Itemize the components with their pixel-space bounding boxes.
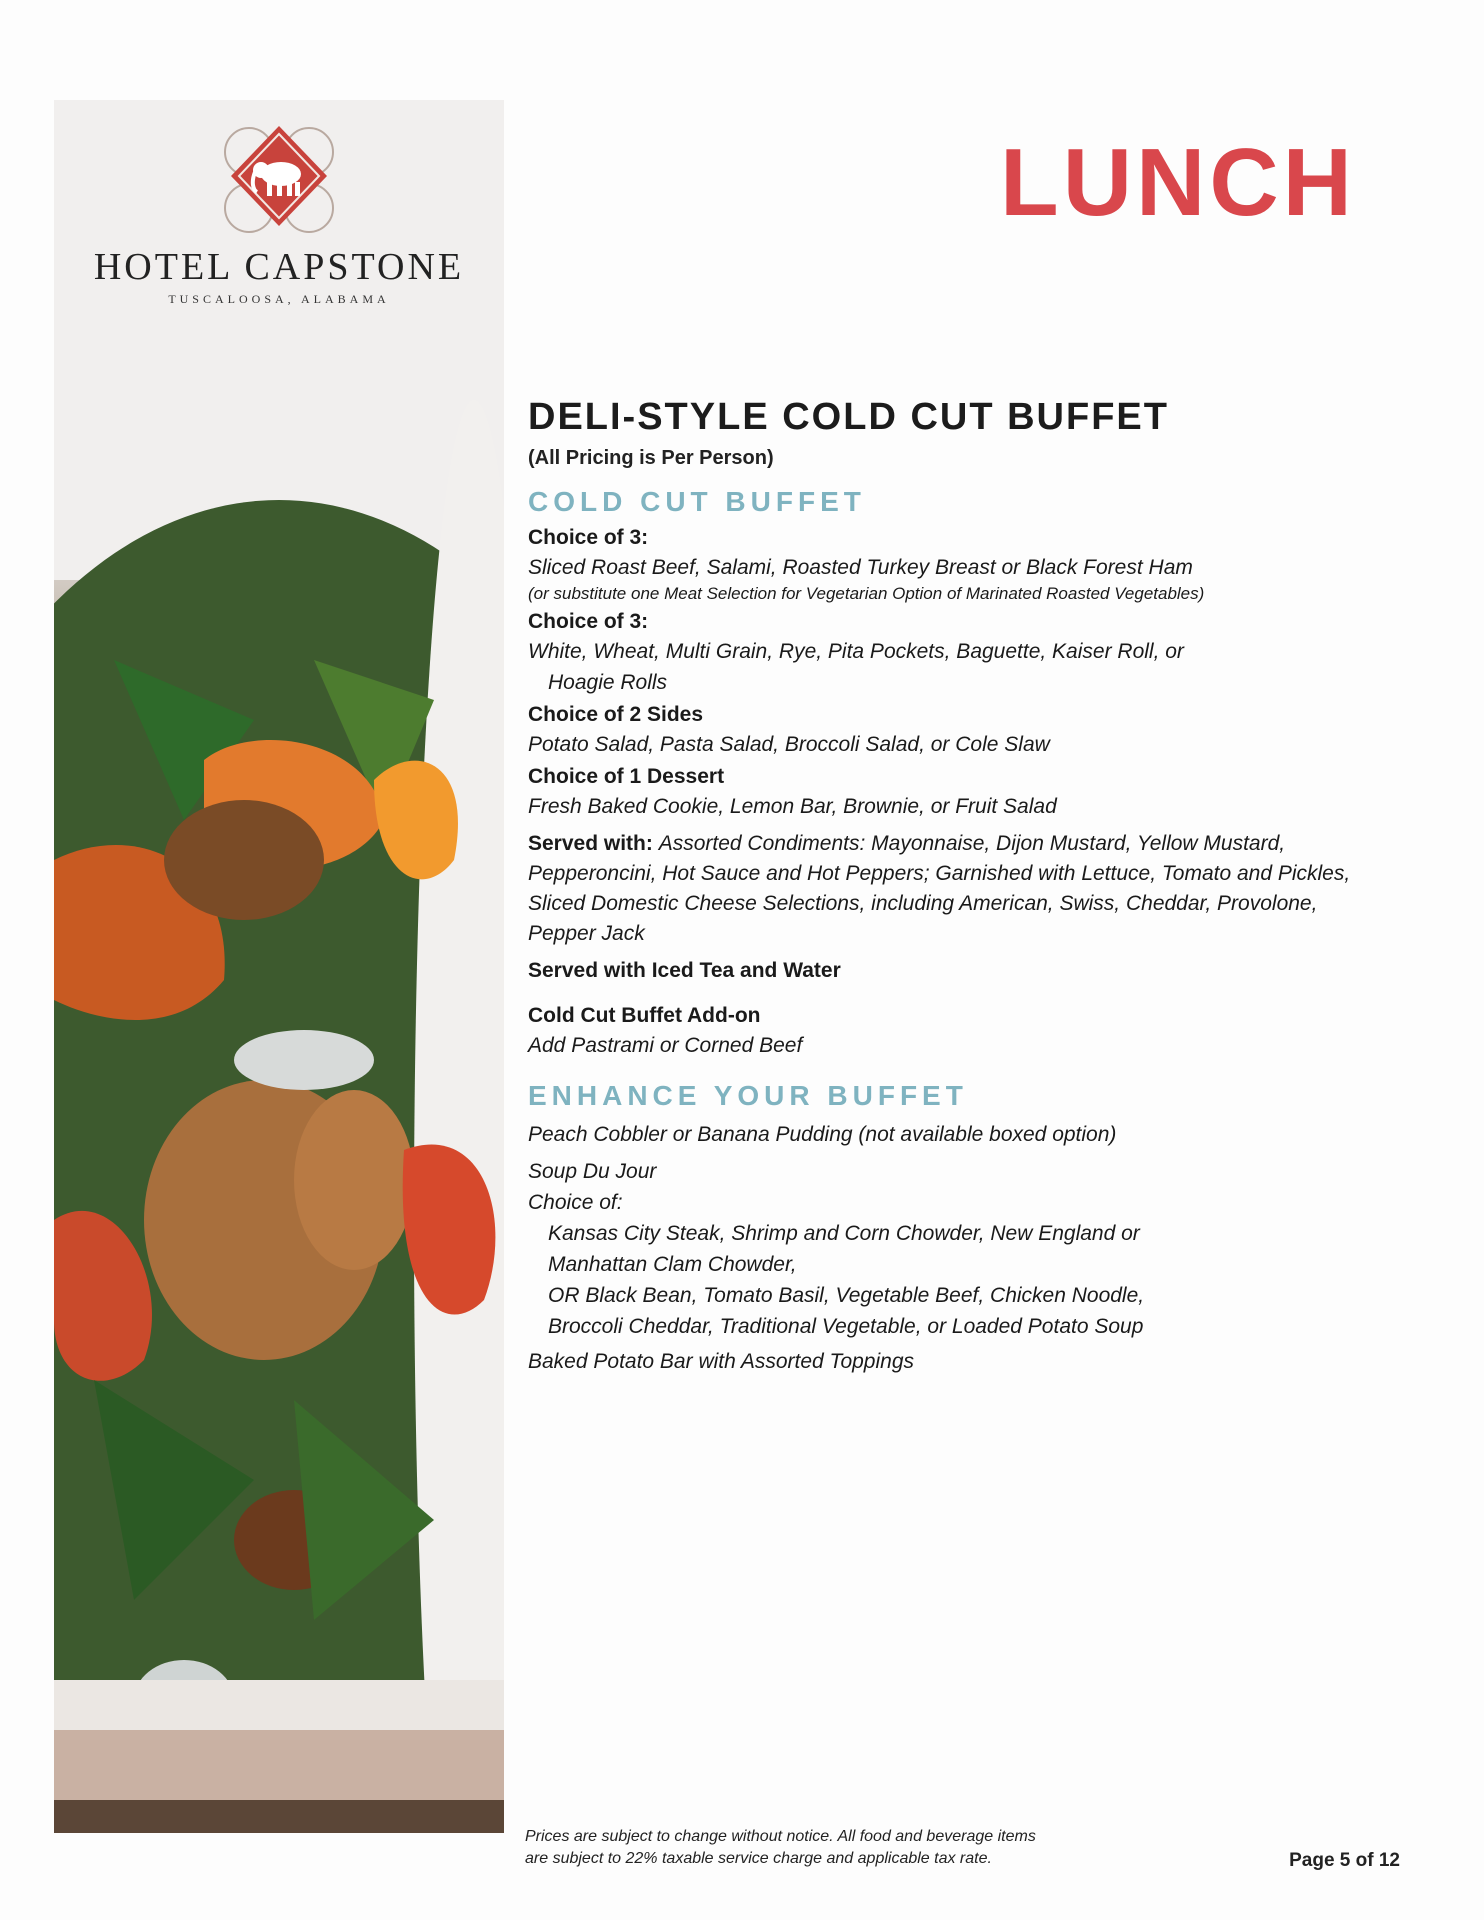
bread-choice-label: Choice of 3:: [528, 610, 649, 633]
beverage-label: Served with Iced Tea and Water: [528, 959, 841, 982]
addon-items: Add Pastrami or Corned Beef: [528, 1034, 803, 1057]
enhance-item-dessert: Peach Cobbler or Banana Pudding (not available boxed option): [528, 1123, 1117, 1146]
hotel-name: HOTEL CAPSTONE: [93, 246, 465, 288]
soup-line-3: OR Black Bean, Tomato Basil, Vegetable Beef, Chicken Noodle,: [548, 1284, 1145, 1307]
enhance-heading: ENHANCE YOUR BUFFET: [528, 1080, 968, 1111]
enhance-item-potato-bar: Baked Potato Bar with Assorted Toppings: [528, 1350, 915, 1373]
meat-choice-note: (or substitute one Meat Selection for Vegetarian Option of Marinated Roasted Vegetables): [528, 584, 1205, 603]
disclaimer-line-2: are subject to 22% taxable service charge and applicable tax rate.: [525, 1850, 992, 1867]
pricing-note: (All Pricing is Per Person): [528, 447, 774, 469]
bread-choice-items-line1: White, Wheat, Multi Grain, Rye, Pita Pockets, Baguette, Kaiser Roll, or: [528, 640, 1184, 663]
sides-choice-items: Potato Salad, Pasta Salad, Broccoli Salad, or Cole Slaw: [528, 733, 1050, 756]
meat-choice-items: Sliced Roast Beef, Salami, Roasted Turkey Breast or Black Forest Ham: [528, 556, 1193, 579]
meat-choice-label: Choice of 3:: [528, 526, 649, 549]
menu-heading: DELI-STYLE COLD CUT BUFFET: [528, 396, 1169, 438]
enhance-item-choice: Choice of:: [528, 1191, 623, 1214]
disclaimer-line-1: Prices are subject to change without notice. All food and beverage items: [525, 1828, 1036, 1845]
page-number: Page 5 of 12: [1289, 1850, 1400, 1871]
served-with-label: Served with:: [528, 832, 653, 855]
soup-line-1: Kansas City Steak, Shrimp and Corn Chowder, New England or: [548, 1222, 1140, 1245]
page-title: LUNCH: [1000, 129, 1356, 236]
dessert-choice-label: Choice of 1 Dessert: [528, 765, 725, 788]
served-with-text: Assorted Condiments: Mayonnaise, Dijon Mustard, Yellow Mustard, Pepperoncini, Hot Sauce and Hot Peppers; Garnished with Lettuce, Tomato and Pickles, Sliced Domestic Cheese Selections, including American, Swiss, Cheddar, Provolone, Pepper Jack: [528, 832, 1351, 945]
cold-cut-heading: COLD CUT BUFFET: [528, 486, 866, 517]
salad-photo-panel: [54, 100, 504, 1833]
enhance-item-soup: Soup Du Jour: [528, 1160, 657, 1183]
dessert-choice-items: Fresh Baked Cookie, Lemon Bar, Brownie, or Fruit Salad: [528, 795, 1057, 818]
addon-label: Cold Cut Buffet Add-on: [528, 1004, 761, 1027]
menu-content: [528, 396, 1368, 1378]
soup-line-2: Manhattan Clam Chowder,: [548, 1253, 797, 1276]
soup-line-4: Broccoli Cheddar, Traditional Vegetable, or Loaded Potato Soup: [548, 1315, 1144, 1338]
served-with-block: [528, 829, 1368, 949]
elephant-crest-icon: [209, 112, 349, 242]
bread-choice-items-line2: Hoagie Rolls: [548, 671, 668, 694]
sides-choice-label: Choice of 2 Sides: [528, 703, 704, 726]
pricing-disclaimer: [525, 1826, 1165, 1870]
hotel-location: TUSCALOOSA, ALABAMA: [168, 292, 390, 306]
